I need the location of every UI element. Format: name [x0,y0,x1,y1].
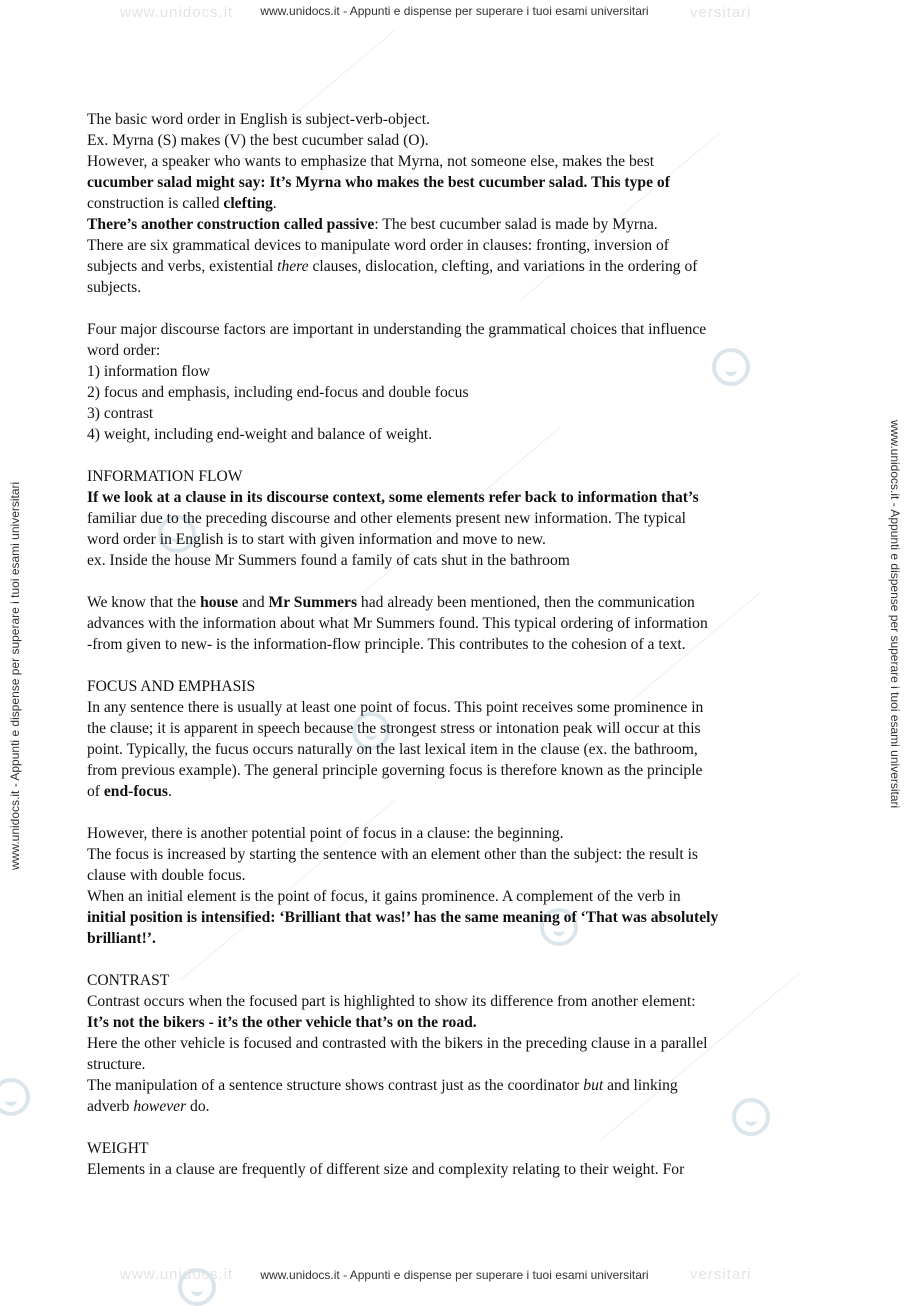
italic-term: there [277,258,309,275]
bold-text: that’s on the road. [351,1014,477,1031]
italic-term: however [133,1098,187,1115]
text-line: There are six grammatical devices to manipulate word order in clauses: fronting, inversion of [87,237,669,254]
paragraph-gap [87,802,827,823]
text-line: structure. [87,1056,146,1073]
text-line: The basic word order in English is subject-verb-object. [87,111,430,128]
text-span: and linking [603,1077,678,1094]
text-line: familiar due to the preceding discourse and other elements present new information. The typical [87,510,687,527]
text-span: construction is called [87,195,224,212]
text-span: and [238,594,269,611]
text-span: clauses, dislocation, clefting, and variations in the ordering of [308,258,698,275]
document-body [87,109,827,1180]
ghost-watermark-top: www.unidocs.it [120,4,234,21]
text-line: word order in English is to start with given information and move to new. [87,531,546,548]
bold-text: If we look at a clause in its discourse context, some elements refer back to information that’s [87,489,699,506]
watermark-footer: www.unidocs.it - Appunti e dispense per superare i tuoi esami universitari [260,1268,649,1282]
bold-text: cucumber salad might say: It’s Myrna who makes the best cucumber salad. This type of [87,174,670,191]
section-heading: INFORMATION FLOW [87,468,243,485]
italic-term: but [583,1077,604,1094]
text-line [87,487,827,508]
paragraph-gap [87,571,827,592]
text-span: do. [186,1098,210,1115]
section-heading: FOCUS AND EMPHASIS [87,678,256,695]
watermark-logo-icon [0,1078,30,1116]
bold-term: house [200,594,239,611]
text-line: word order: [87,342,161,359]
text-span: adverb [87,1098,134,1115]
text-line [87,172,827,193]
text-line: The focus is increased by starting the sentence with an element other than the subject: the result is [87,846,698,863]
text-line [87,214,827,235]
list-item: 2) focus and emphasis, including end-focus and double focus [87,384,469,401]
text-line [87,193,827,214]
bold-term: bikers [163,1014,205,1031]
text-line: Here the other vehicle is focused and contrasted with the bikers in the preceding clause in a parallel [87,1035,708,1052]
text-line [87,928,827,949]
text-line: from previous example). The general principle governing focus is therefore known as the principle [87,762,703,779]
text-span: . [168,783,172,800]
text-line [87,1012,827,1033]
bold-term: Mr Summers [268,594,358,611]
list-item: 4) weight, including end-weight and balance of weight. [87,426,433,443]
bold-term: passive [326,216,375,233]
bold-text: There’s another construction called [87,216,327,233]
text-span: The manipulation of a sentence structure shows contrast just as the coordinator [87,1077,584,1094]
text-line: However, there is another potential point of focus in a clause: the beginning. [87,825,564,842]
paragraph-gap [87,445,827,466]
ghost-watermark-bottom-right: versitari [690,1266,752,1283]
text-line: However, a speaker who wants to emphasize that Myrna, not someone else, makes the best [87,153,655,170]
text-line: -from given to new- is the information-flow principle. This contributes to the cohesion of a text. [87,636,686,653]
text-line: ex. Inside the house Mr Summers found a family of cats shut in the bathroom [87,552,570,569]
text-line: When an initial element is the point of focus, it gains prominence. A complement of the verb in [87,888,681,905]
text-line: Elements in a clause are frequently of different size and complexity relating to their weight. For [87,1161,685,1178]
watermark-header: www.unidocs.it - Appunti e dispense per superare i tuoi esami universitari [260,4,649,18]
bold-text: brilliant!’. [87,930,156,947]
text-line: point. Typically, the fucus occurs naturally on the last lexical item in the clause (ex. the bathroom, [87,741,698,758]
ghost-watermark-top-right: versitari [690,4,752,21]
text-line: subjects. [87,279,142,296]
text-line [87,1075,827,1096]
text-span: subjects and verbs, existential [87,258,278,275]
watermark-right-side: www.unidocs.it - Appunti e dispense per superare i tuoi esami universitari [888,420,902,809]
bold-text: - it’s the [204,1014,267,1031]
bold-text: It’s not the [87,1014,164,1031]
list-item: 3) contrast [87,405,154,422]
text-line: Contrast occurs when the focused part is highlighted to show its difference from another element: [87,993,696,1010]
bold-term: clefting [223,195,273,212]
text-line: In any sentence there is usually at least one point of focus. This point receives some prominence in [87,699,704,716]
paragraph-gap [87,298,827,319]
text-span: had already been mentioned, then the communication [357,594,695,611]
text-line: the clause; it is apparent in speech because the strongest stress or intonation peak will occur at this [87,720,701,737]
bold-term: end-focus [103,783,169,800]
text-line: Four major discourse factors are important in understanding the grammatical choices that influence [87,321,707,338]
text-line [87,256,827,277]
section-heading: CONTRAST [87,972,170,989]
section-heading: WEIGHT [87,1140,149,1157]
text-span: . [272,195,277,212]
ghost-watermark-bottom: www.unidocs.it [120,1266,234,1283]
text-line [87,592,827,613]
text-span: : The best cucumber salad is made by Myrna. [374,216,658,233]
bold-term: other vehicle [266,1014,352,1031]
text-span: of [87,783,104,800]
text-span: We know that the [87,594,201,611]
text-line [87,907,827,928]
list-item: 1) information flow [87,363,210,380]
paragraph-gap [87,655,827,676]
text-line [87,1096,827,1117]
paragraph-gap [87,1117,827,1138]
text-line: advances with the information about what Mr Summers found. This typical ordering of information [87,615,708,632]
text-line: Ex. Myrna (S) makes (V) the best cucumber salad (O). [87,132,429,149]
bold-text: initial position is intensified: ‘Brilliant that was!’ has the same meaning of ‘That was absolutely [87,909,719,926]
watermark-left-side: www.unidocs.it - Appunti e dispense per superare i tuoi esami universitari [8,481,22,870]
text-line: clause with double focus. [87,867,246,884]
paragraph-gap [87,949,827,970]
text-line [87,781,827,802]
